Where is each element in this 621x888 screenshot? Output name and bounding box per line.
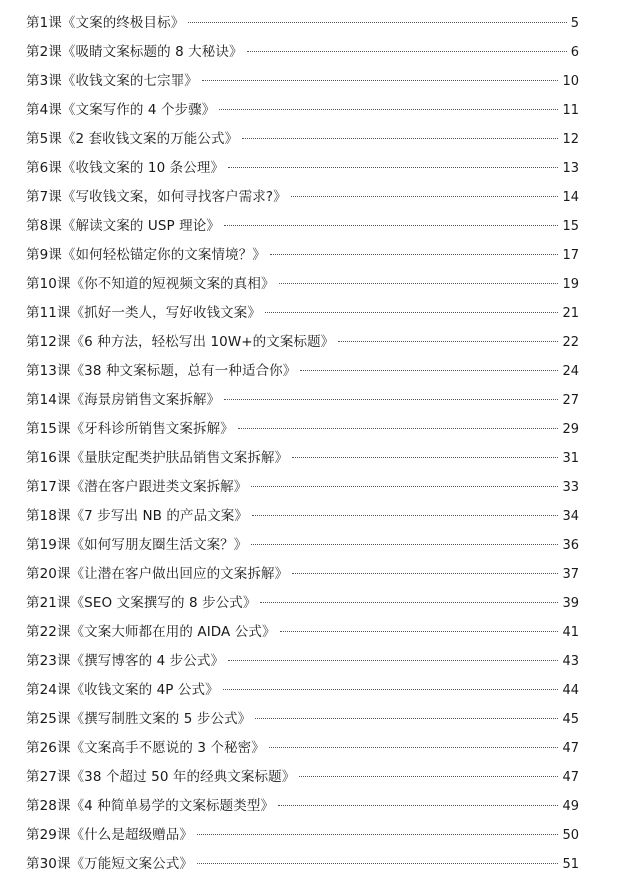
toc-entry[interactable]: [26, 67, 579, 96]
toc-entry-title: 第27课《38 个超过 50 年的经典文案标题》: [26, 769, 296, 785]
toc-entry[interactable]: [26, 531, 579, 560]
toc-entry-title: 第14课《海景房销售文案拆解》: [26, 392, 221, 408]
toc-entry-page-number: 27: [562, 393, 579, 408]
dot-leader: [292, 573, 558, 574]
toc-entry-title: 第4课《文案写作的 4 个步骤》: [26, 102, 216, 118]
toc-entry-title: 第1课《文案的终极目标》: [26, 15, 185, 31]
toc-entry[interactable]: [26, 38, 579, 67]
toc-entry[interactable]: [26, 444, 579, 473]
dot-leader: [223, 689, 559, 690]
toc-entry[interactable]: [26, 96, 579, 125]
toc-entry-page-number: 41: [562, 625, 579, 640]
toc-entry[interactable]: [26, 299, 579, 328]
toc-entry-title: 第16课《量肤定配类护肤品销售文案拆解》: [26, 450, 289, 466]
dot-leader: [251, 486, 558, 487]
toc-entry[interactable]: [26, 792, 579, 821]
toc-entry-page-number: 31: [562, 451, 579, 466]
dot-leader: [219, 109, 558, 110]
toc-entry-title: 第21课《SEO 文案撰写的 8 步公式》: [26, 595, 257, 611]
toc-entry-page-number: 37: [562, 567, 579, 582]
toc-entry-title: 第18课《7 步写出 NB 的产品文案》: [26, 508, 249, 524]
dot-leader: [252, 515, 558, 516]
toc-entry-title: 第13课《38 种文案标题，总有一种适合你》: [26, 363, 297, 379]
toc-entry-page-number: 49: [562, 799, 579, 814]
toc-entry-title: 第9课《如何轻松锚定你的文案情境？》: [26, 247, 266, 263]
dot-leader: [300, 370, 558, 371]
dot-leader: [247, 51, 567, 52]
dot-leader: [251, 544, 558, 545]
dot-leader: [279, 283, 559, 284]
toc-entry[interactable]: [26, 850, 579, 879]
dot-leader: [228, 660, 558, 661]
toc-entry-page-number: 45: [562, 712, 579, 727]
toc-entry-title: 第29课《什么是超级赠品》: [26, 827, 193, 843]
toc-entry[interactable]: [26, 502, 579, 531]
toc-entry-page-number: 15: [562, 219, 579, 234]
toc-entry[interactable]: [26, 328, 579, 357]
toc-entry-title: 第26课《文案高手不愿说的 3 个秘密》: [26, 740, 265, 756]
toc-entry[interactable]: [26, 125, 579, 154]
toc-entry-page-number: 44: [562, 683, 579, 698]
toc-entry-page-number: 11: [562, 103, 579, 118]
toc-entry-page-number: 14: [562, 190, 579, 205]
toc-entry-title: 第5课《2 套收钱文案的万能公式》: [26, 131, 239, 147]
toc-entry[interactable]: [26, 270, 579, 299]
dot-leader: [280, 631, 559, 632]
toc-entry-page-number: 47: [562, 741, 579, 756]
dot-leader: [265, 312, 558, 313]
dot-leader: [228, 167, 558, 168]
toc-entry-title: 第10课《你不知道的短视频文案的真相》: [26, 276, 275, 292]
toc-entry-page-number: 19: [562, 277, 579, 292]
toc-entry[interactable]: [26, 618, 579, 647]
toc-entry-title: 第25课《撰写制胜文案的 5 步公式》: [26, 711, 252, 727]
toc-entry[interactable]: [26, 386, 579, 415]
toc-entry-page-number: 43: [562, 654, 579, 669]
toc-entry-title: 第7课《写收钱文案，如何寻找客户需求?》: [26, 189, 287, 205]
toc-entry-page-number: 17: [562, 248, 579, 263]
toc-entry-page-number: 47: [562, 770, 579, 785]
toc-entry-page-number: 24: [562, 364, 579, 379]
toc-entry[interactable]: [26, 357, 579, 386]
toc-entry-page-number: 51: [562, 857, 579, 872]
toc-entry-title: 第20课《让潜在客户做出回应的文案拆解》: [26, 566, 289, 582]
toc-entry-title: 第11课《抓好一类人，写好收钱文案》: [26, 305, 261, 321]
toc-entry[interactable]: [26, 9, 579, 38]
dot-leader: [338, 341, 558, 342]
toc-entry-title: 第23课《撰写博客的 4 步公式》: [26, 653, 225, 669]
toc-entry-page-number: 21: [562, 306, 579, 321]
toc-entry[interactable]: [26, 647, 579, 676]
toc-entry-title: 第2课《吸睛文案标题的 8 大秘诀》: [26, 44, 243, 60]
toc-entry-page-number: 13: [562, 161, 579, 176]
toc-entry-page-number: 6: [570, 45, 579, 60]
toc-entry-title: 第15课《牙科诊所销售文案拆解》: [26, 421, 234, 437]
toc-entry-page-number: 29: [562, 422, 579, 437]
dot-leader: [270, 254, 559, 255]
toc-entry[interactable]: [26, 154, 579, 183]
toc-entry-page-number: 10: [562, 74, 579, 89]
toc-entry-page-number: 50: [562, 828, 579, 843]
toc-entry-title: 第22课《文案大师都在用的 AIDA 公式》: [26, 624, 276, 640]
dot-leader: [197, 863, 558, 864]
toc-entry[interactable]: [26, 473, 579, 502]
toc-entry-title: 第6课《收钱文案的 10 条公理》: [26, 160, 225, 176]
dot-leader: [260, 602, 558, 603]
dot-leader: [255, 718, 558, 719]
toc-entry-page-number: 12: [562, 132, 579, 147]
dot-leader: [188, 22, 566, 23]
toc-entry[interactable]: [26, 676, 579, 705]
dot-leader: [242, 138, 558, 139]
toc-entry-title: 第19课《如何写朋友圈生活文案？》: [26, 537, 248, 553]
toc-entry-title: 第17课《潜在客户跟进类文案拆解》: [26, 479, 248, 495]
toc-entry-page-number: 36: [562, 538, 579, 553]
toc-entry[interactable]: [26, 183, 579, 212]
dot-leader: [291, 196, 559, 197]
toc-entry[interactable]: [26, 705, 579, 734]
dot-leader: [202, 80, 559, 81]
toc-entry-title: 第30课《万能短文案公式》: [26, 856, 193, 872]
toc-entry-title: 第3课《收钱文案的七宗罪》: [26, 73, 198, 89]
dot-leader: [224, 399, 558, 400]
toc-entry[interactable]: [26, 734, 579, 763]
toc-entry-title: 第12课《6 种方法，轻松写出 10W+的文案标题》: [26, 334, 335, 350]
dot-leader: [269, 747, 559, 748]
toc-entry[interactable]: [26, 821, 579, 850]
toc-entry-page-number: 33: [562, 480, 579, 495]
dot-leader: [238, 428, 559, 429]
dot-leader: [278, 805, 558, 806]
toc-entry[interactable]: [26, 212, 579, 241]
toc-entry-page-number: 5: [570, 16, 579, 31]
toc-entry[interactable]: [26, 241, 579, 270]
toc-entry[interactable]: [26, 415, 579, 444]
dot-leader: [292, 457, 558, 458]
toc-entry-page-number: 34: [562, 509, 579, 524]
toc-entry-page-number: 39: [562, 596, 579, 611]
dot-leader: [197, 834, 558, 835]
toc-entry-page-number: 22: [562, 335, 579, 350]
toc-entry[interactable]: [26, 763, 579, 792]
toc-entry-title: 第8课《解读文案的 USP 理论》: [26, 218, 220, 234]
dot-leader: [299, 776, 558, 777]
toc-entry[interactable]: [26, 589, 579, 618]
toc-entry-title: 第28课《4 种简单易学的文案标题类型》: [26, 798, 275, 814]
dot-leader: [224, 225, 558, 226]
toc-entry[interactable]: [26, 560, 579, 589]
toc-entry-title: 第24课《收钱文案的 4P 公式》: [26, 682, 219, 698]
